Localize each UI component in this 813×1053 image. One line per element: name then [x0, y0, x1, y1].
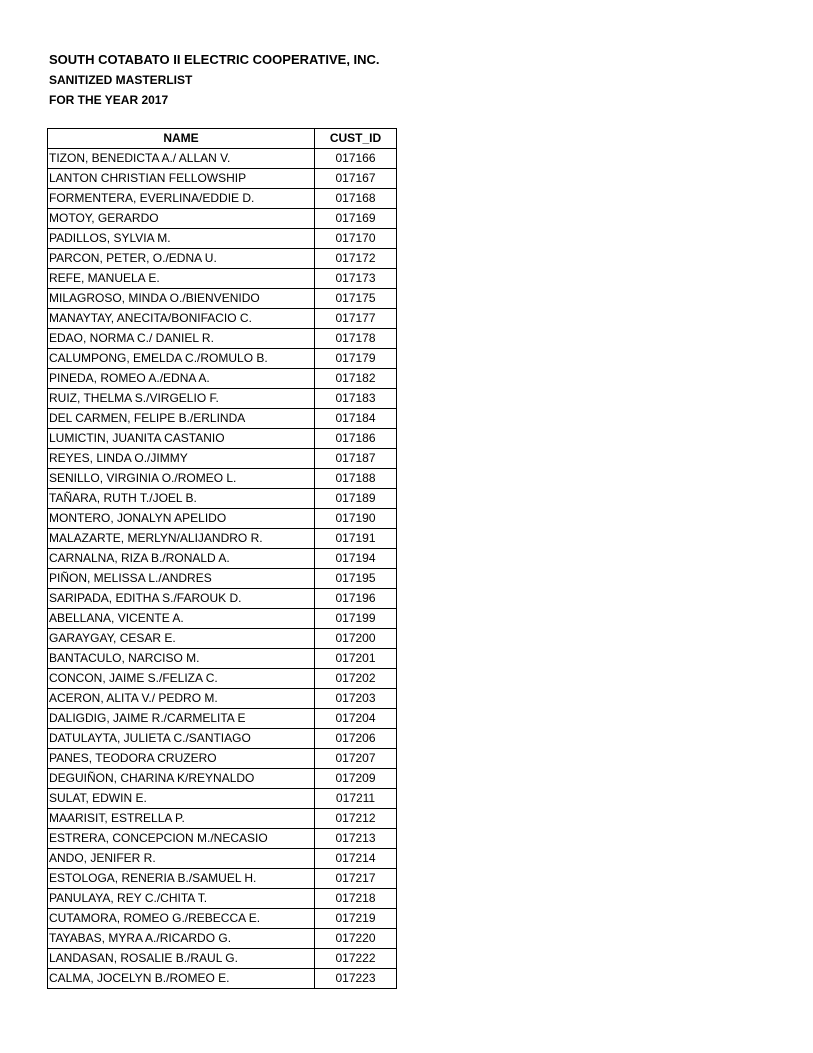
table-body [48, 149, 397, 989]
customer-name-cell: EDAO, NORMA C./ DANIEL R. [48, 329, 315, 349]
customer-name-cell: DATULAYTA, JULIETA C./SANTIAGO [48, 729, 315, 749]
customer-id-cell: 017179 [315, 349, 397, 369]
customer-id-cell: 017190 [315, 509, 397, 529]
masterlist-table [47, 128, 397, 989]
customer-name-cell: BANTACULO, NARCISO M. [48, 649, 315, 669]
table-row [48, 329, 397, 349]
customer-id-cell: 017202 [315, 669, 397, 689]
customer-id-cell: 017209 [315, 769, 397, 789]
customer-id-cell: 017182 [315, 369, 397, 389]
customer-name-cell: CALUMPONG, EMELDA C./ROMULO B. [48, 349, 315, 369]
table-row [48, 209, 397, 229]
customer-id-cell: 017207 [315, 749, 397, 769]
table-row [48, 409, 397, 429]
table-row [48, 949, 397, 969]
customer-name-cell: LUMICTIN, JUANITA CASTANIO [48, 429, 315, 449]
customer-name-cell: LANTON CHRISTIAN FELLOWSHIP [48, 169, 315, 189]
customer-name-cell: ANDO, JENIFER R. [48, 849, 315, 869]
customer-id-cell: 017189 [315, 489, 397, 509]
customer-name-cell: CONCON, JAIME S./FELIZA C. [48, 669, 315, 689]
customer-name-cell: PARCON, PETER, O./EDNA U. [48, 249, 315, 269]
customer-id-cell: 017169 [315, 209, 397, 229]
table-row [48, 729, 397, 749]
table-row [48, 829, 397, 849]
customer-name-cell: TAYABAS, MYRA A./RICARDO G. [48, 929, 315, 949]
customer-id-cell: 017212 [315, 809, 397, 829]
document-subtitle: SANITIZED MASTERLIST [49, 73, 193, 87]
table-row [48, 349, 397, 369]
customer-id-cell: 017222 [315, 949, 397, 969]
customer-id-cell: 017219 [315, 909, 397, 929]
table-row [48, 649, 397, 669]
table-row [48, 769, 397, 789]
customer-name-cell: REFE, MANUELA E. [48, 269, 315, 289]
customer-name-cell: PINEDA, ROMEO A./EDNA A. [48, 369, 315, 389]
customer-name-cell: TAÑARA, RUTH T./JOEL B. [48, 489, 315, 509]
table-row [48, 229, 397, 249]
table-row [48, 149, 397, 169]
customer-id-cell: 017186 [315, 429, 397, 449]
customer-id-cell: 017166 [315, 149, 397, 169]
table-row [48, 709, 397, 729]
table-row [48, 429, 397, 449]
customer-id-cell: 017217 [315, 869, 397, 889]
customer-name-cell: MAARISIT, ESTRELLA P. [48, 809, 315, 829]
customer-id-cell: 017214 [315, 849, 397, 869]
customer-name-cell: ESTOLOGA, RENERIA B./SAMUEL H. [48, 869, 315, 889]
customer-name-cell: TIZON, BENEDICTA A./ ALLAN V. [48, 149, 315, 169]
customer-id-cell: 017172 [315, 249, 397, 269]
customer-id-cell: 017178 [315, 329, 397, 349]
customer-id-cell: 017203 [315, 689, 397, 709]
table-row [48, 909, 397, 929]
customer-name-cell: MALAZARTE, MERLYN/ALIJANDRO R. [48, 529, 315, 549]
customer-id-cell: 017211 [315, 789, 397, 809]
customer-name-cell: PANES, TEODORA CRUZERO [48, 749, 315, 769]
customer-name-cell: SULAT, EDWIN E. [48, 789, 315, 809]
customer-name-cell: MOTOY, GERARDO [48, 209, 315, 229]
customer-id-cell: 017187 [315, 449, 397, 469]
table-row [48, 489, 397, 509]
table-row [48, 929, 397, 949]
table-row [48, 589, 397, 609]
customer-name-cell: DEGUIÑON, CHARINA K/REYNALDO [48, 769, 315, 789]
customer-name-cell: DALIGDIG, JAIME R./CARMELITA E [48, 709, 315, 729]
customer-name-cell: SENILLO, VIRGINIA O./ROMEO L. [48, 469, 315, 489]
table-row [48, 249, 397, 269]
table-row [48, 509, 397, 529]
customer-name-cell: CALMA, JOCELYN B./ROMEO E. [48, 969, 315, 989]
table-row [48, 269, 397, 289]
table-row [48, 889, 397, 909]
customer-id-cell: 017188 [315, 469, 397, 489]
table-row [48, 389, 397, 409]
table-row [48, 289, 397, 309]
customer-id-cell: 017184 [315, 409, 397, 429]
customer-name-cell: PIÑON, MELISSA L./ANDRES [48, 569, 315, 589]
customer-name-cell: ABELLANA, VICENTE A. [48, 609, 315, 629]
customer-id-cell: 017199 [315, 609, 397, 629]
document-year: FOR THE YEAR 2017 [49, 93, 169, 107]
customer-id-cell: 017206 [315, 729, 397, 749]
customer-name-cell: RUIZ, THELMA S./VIRGELIO F. [48, 389, 315, 409]
customer-id-cell: 017177 [315, 309, 397, 329]
table-header-row [48, 129, 397, 149]
table-row [48, 749, 397, 769]
table-row [48, 689, 397, 709]
table-row [48, 669, 397, 689]
document-header [49, 50, 380, 110]
customer-id-cell: 017201 [315, 649, 397, 669]
customer-id-cell: 017170 [315, 229, 397, 249]
table-row [48, 869, 397, 889]
customer-name-cell: DEL CARMEN, FELIPE B./ERLINDA [48, 409, 315, 429]
customer-id-cell: 017220 [315, 929, 397, 949]
table-row [48, 629, 397, 649]
company-title: SOUTH COTABATO II ELECTRIC COOPERATIVE, INC. [49, 52, 380, 67]
customer-name-cell: MANAYTAY, ANECITA/BONIFACIO C. [48, 309, 315, 329]
customer-name-cell: FORMENTERA, EVERLINA/EDDIE D. [48, 189, 315, 209]
customer-id-cell: 017200 [315, 629, 397, 649]
column-header-cust-id: CUST_ID [315, 129, 397, 149]
table-row [48, 809, 397, 829]
table-row [48, 169, 397, 189]
table-row [48, 449, 397, 469]
table-row [48, 969, 397, 989]
customer-name-cell: CARNALNA, RIZA B./RONALD A. [48, 549, 315, 569]
customer-name-cell: PANULAYA, REY C./CHITA T. [48, 889, 315, 909]
customer-id-cell: 017191 [315, 529, 397, 549]
customer-id-cell: 017173 [315, 269, 397, 289]
customer-id-cell: 017175 [315, 289, 397, 309]
customer-id-cell: 017223 [315, 969, 397, 989]
customer-id-cell: 017167 [315, 169, 397, 189]
customer-name-cell: CUTAMORA, ROMEO G./REBECCA E. [48, 909, 315, 929]
customer-id-cell: 017194 [315, 549, 397, 569]
table-row [48, 469, 397, 489]
customer-id-cell: 017196 [315, 589, 397, 609]
customer-id-cell: 017204 [315, 709, 397, 729]
table-row [48, 529, 397, 549]
customer-name-cell: REYES, LINDA O./JIMMY [48, 449, 315, 469]
table-row [48, 309, 397, 329]
customer-name-cell: MILAGROSO, MINDA O./BIENVENIDO [48, 289, 315, 309]
customer-id-cell: 017195 [315, 569, 397, 589]
table-row [48, 569, 397, 589]
column-header-name: NAME [48, 129, 315, 149]
customer-name-cell: ESTRERA, CONCEPCION M./NECASIO [48, 829, 315, 849]
customer-name-cell: MONTERO, JONALYN APELIDO [48, 509, 315, 529]
customer-id-cell: 017218 [315, 889, 397, 909]
customer-name-cell: GARAYGAY, CESAR E. [48, 629, 315, 649]
customer-id-cell: 017213 [315, 829, 397, 849]
table-row [48, 609, 397, 629]
customer-name-cell: PADILLOS, SYLVIA M. [48, 229, 315, 249]
customer-id-cell: 017183 [315, 389, 397, 409]
customer-name-cell: ACERON, ALITA V./ PEDRO M. [48, 689, 315, 709]
customer-name-cell: LANDASAN, ROSALIE B./RAUL G. [48, 949, 315, 969]
table-row [48, 549, 397, 569]
table-row [48, 849, 397, 869]
table-row [48, 369, 397, 389]
customer-id-cell: 017168 [315, 189, 397, 209]
customer-name-cell: SARIPADA, EDITHA S./FAROUK D. [48, 589, 315, 609]
table-row [48, 189, 397, 209]
table-row [48, 789, 397, 809]
